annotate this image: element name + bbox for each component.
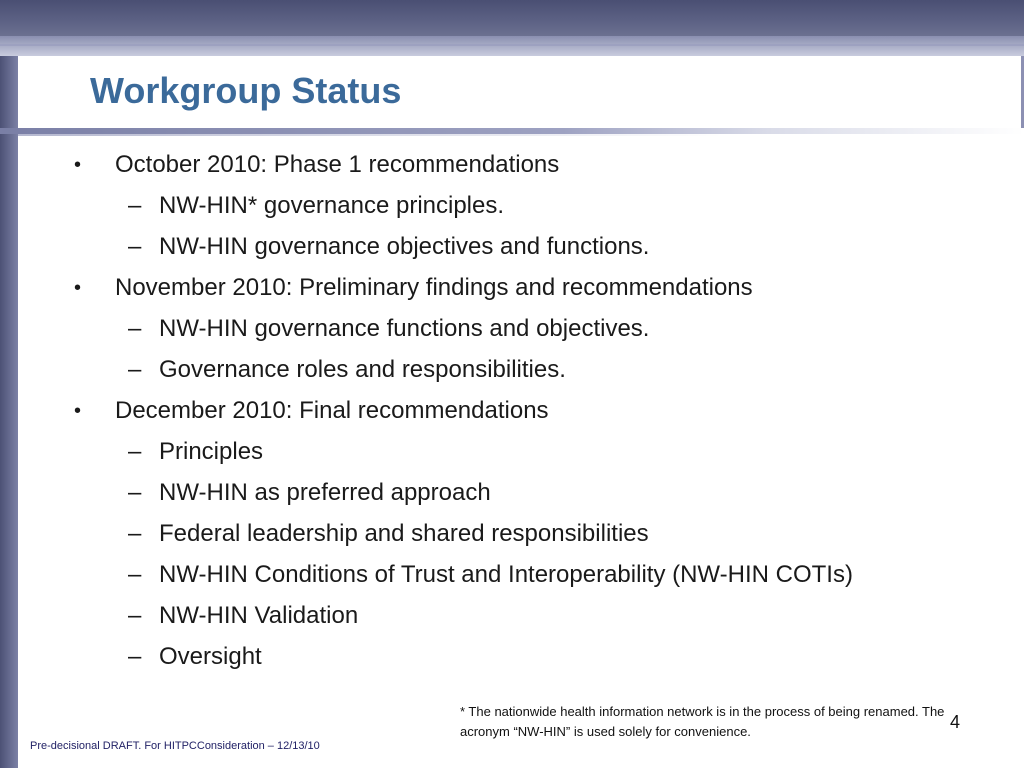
sub-bullet-item: [72, 519, 1012, 549]
bullet-text: November 2010: Preliminary findings and recommendations: [115, 274, 753, 301]
sub-bullet-item: [72, 314, 1012, 344]
sub-bullet-item: [72, 478, 1012, 508]
dash-marker: –: [128, 233, 142, 260]
dash-marker: –: [128, 602, 142, 629]
sub-bullet-text: NW-HIN as preferred approach: [159, 479, 491, 506]
sub-bullet-text: NW-HIN Validation: [159, 602, 359, 629]
left-decor-bar: [0, 56, 18, 768]
footer-text: Pre-decisional DRAFT. For HITPCConsideration – 12/13/10: [30, 740, 320, 752]
sub-bullet-item: [72, 560, 1012, 590]
bullet-marker: •: [74, 277, 82, 299]
sub-bullet-text: Governance roles and responsibilities.: [159, 356, 566, 383]
sub-bullet-item: [72, 355, 1012, 385]
dash-marker: –: [128, 561, 142, 588]
sub-bullet-item: [72, 437, 1012, 467]
bullet-text: October 2010: Phase 1 recommendations: [115, 151, 560, 178]
bullet-item: [72, 273, 1012, 303]
bullet-item: [72, 396, 1012, 426]
footnote: * The nationwide health information network is in the process of being renamed. The acronym “NW-HIN” is used solely for convenience.: [460, 704, 945, 739]
sub-bullet-text: NW-HIN* governance principles.: [159, 192, 505, 219]
bullet-item: [72, 150, 1012, 180]
slide-content: [72, 150, 1012, 683]
bullet-text: December 2010: Final recommendations: [115, 397, 549, 424]
dash-marker: –: [128, 315, 142, 342]
title-rule-secondary: [18, 134, 1024, 136]
dash-marker: –: [128, 438, 142, 465]
sub-bullet-item: [72, 601, 1012, 631]
dash-marker: –: [128, 643, 142, 670]
top-decor-band-light: [0, 36, 1024, 56]
dash-marker: –: [128, 479, 142, 506]
top-decor-line: [0, 44, 1024, 46]
sub-bullet-text: Oversight: [159, 643, 262, 670]
sub-bullet-item: [72, 642, 1012, 672]
dash-marker: –: [128, 356, 142, 383]
sub-bullet-text: Principles: [159, 438, 264, 465]
slide-title: Workgroup Status: [90, 70, 402, 111]
bullet-marker: •: [74, 400, 82, 422]
bullet-marker: •: [74, 154, 82, 176]
dash-marker: –: [128, 192, 142, 219]
sub-bullet-item: [72, 191, 1012, 221]
sub-bullet-item: [72, 232, 1012, 262]
sub-bullet-text: Federal leadership and shared responsibilities: [159, 520, 649, 547]
sub-bullet-text: NW-HIN governance functions and objectives.: [159, 315, 650, 342]
page-number: 4: [950, 712, 961, 732]
sub-bullet-text: NW-HIN Conditions of Trust and Interoperability (NW-HIN COTIs): [159, 561, 853, 588]
dash-marker: –: [128, 520, 142, 547]
sub-bullet-text: NW-HIN governance objectives and functions.: [159, 233, 650, 260]
top-decor-band: [0, 0, 1024, 36]
